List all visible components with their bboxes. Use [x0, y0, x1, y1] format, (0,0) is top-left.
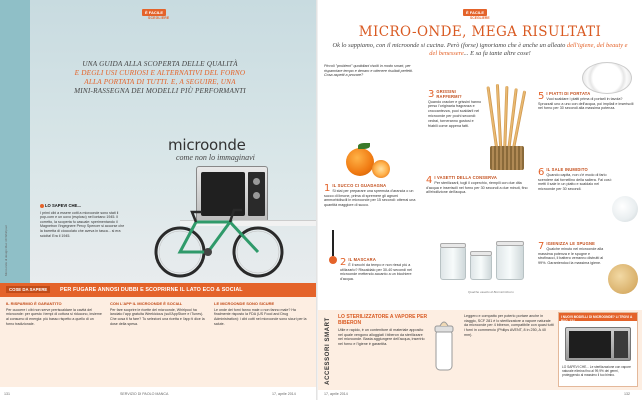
tip-title: I VASETTI DELLA CONSERVA: [434, 175, 498, 180]
jar-image: [496, 244, 524, 280]
smart-accessories-label: ACCESSORI SMART: [325, 317, 331, 385]
tip-item: [538, 242, 606, 266]
right-page: [318, 0, 642, 400]
intro-line: UNA GUIDA ALLA SCOPERTA DELLE QUALITÀ: [82, 60, 238, 68]
smart-text: Utile e rapido, è un contenitore di materiale apposito nel quale vengono alloggiati i biberon da sterilizzare nel microonde. Basta aggiungere dell'acqua, inserirlo nel forno e l'igiene è garantita.: [338, 328, 425, 347]
tip-text: Si stai per preparare una spremuta d'arancia o un succo di limone, prima di spremere gli agrumi ammorbidiscili in microonde per 15 secondi: otterrai una quantità maggiore di succo.: [324, 188, 416, 208]
fact-text: Per fare scoprire le ricette del microonde, Whirlpool ha lanciato l'app gratuita Weekicious (sull'AppStore e iTunes). Che cosa ti fa fare? Tu selezioni una ricetta e l'app ti dice la dose della spesa.: [110, 307, 205, 326]
did-you-know-text: I primi cibi a essere cotti a microonde sono stati il pop-corn e un uovo (esploso) nel lontano 1945. Il corretto, la scoperta fu casuale: sperimentando il Magnetron l'ingegnere Percy Spencer si accorse che la barretta di cioccolato che aveva in tasca... si era sciolta! Era il 1945.: [40, 210, 125, 238]
tip-number: 7: [538, 241, 545, 252]
tip-number: 3: [428, 89, 435, 100]
tip-item: [426, 176, 532, 195]
tip-text: Qualche minuto nel microonde alla massima potenza e le spugne e strofinacci, li battero verranno distrutti al 99%. Garantendoci la massima igiene.: [538, 246, 604, 266]
tip-title: IL SALE INUMIDITO: [546, 167, 588, 172]
section-label: COSE DA SAPERE: [6, 286, 50, 293]
new-models-box: [558, 312, 638, 387]
tip-text: È il secchi da tempo e non riesci più a utilizzarlo? Riscaldalo per 30-40 secondi nel microonde mettendo accanto a un bicchiere d'acqua.: [340, 262, 412, 282]
tip-number: 6: [538, 167, 545, 178]
mascara-image: [332, 230, 334, 256]
smart-text: Leggero e compatto per poterlo portare anche in viaggio, SCF 281 è lo sterilizzatore a vapore naturale da microonde per 4 biberon, compatibile con quasi tutti i forni in commercio (Philips AVENT, 8 in 250, A 40 mm).: [464, 314, 554, 337]
tip-number: 2: [340, 257, 347, 268]
sponge-image: [608, 264, 638, 294]
tip-text: Vuoi scaldare i piatti prima di portarli in tavola? Spruzzali uno a uno con dell'acqua, poi impilali e inseriscili nel forno per 30 secondi alla massima potenza.: [538, 96, 634, 111]
deck-highlight: dell'igiene, del beauty e del benessere: [429, 42, 628, 57]
article-intro: Piccoli "problemi" quotidiani risolti in modo smart, per risparmiare tempo e denaro e ottenere risultati perfetti. Cosa aspetti a provare?: [324, 64, 413, 78]
jar-image: [440, 246, 466, 280]
subheadline: come non lo immaginavi: [176, 153, 255, 162]
intro-text: [60, 60, 260, 96]
did-you-know-box: [40, 204, 126, 238]
deck-text: ... E sa fa tante altre cose!: [463, 50, 531, 57]
fact-title: IL RISPARMIO È GARANTITO: [6, 301, 62, 306]
page-footer: [0, 390, 318, 400]
photo-credit: Microonde di design Mac 30 Whirlpool: [4, 225, 8, 276]
fact-column: [6, 302, 102, 327]
tip-title: IL MASCARA: [348, 257, 376, 262]
tip-number: 5: [538, 91, 545, 102]
mascara-brush-image: [329, 256, 337, 264]
page-number: 131: [4, 392, 10, 396]
jar-image: [470, 254, 492, 280]
baby-bottle-icon: [430, 318, 458, 374]
tip-item: [340, 258, 422, 282]
tip-item: [428, 90, 482, 128]
footer-date: 17, aprile 2014: [272, 392, 296, 396]
oven-knob: [253, 178, 260, 185]
intro-line: E DEGLI USI CURIOSI E ALTERNATIVI DEL FORNO: [74, 69, 246, 77]
intro-line: ALLA PORTATA DI TUTTI. E, A SEGUIRE, UNA: [84, 78, 236, 86]
easy-badge-subtitle: SCEGLIERE: [470, 16, 490, 20]
article-deck: [332, 42, 628, 58]
did-you-know-title: LO SAPEVI CHE...: [45, 203, 81, 209]
tip-item: [324, 184, 416, 208]
basket-image: [490, 146, 524, 170]
tip-item: [538, 92, 636, 111]
left-page: [0, 0, 318, 400]
tip-title: IL SUCCO CI GUADAGNA: [332, 183, 387, 188]
tip-text: Quando cracker e grissini hanno perso l'originaria fragranza e croccantezza, puoi scaldarli nel microonde per pochi secondi: vedrai, torneranno gustosi e friabili come appena fatti.: [428, 99, 482, 128]
plate-image: [582, 62, 632, 94]
orange-half-image: [372, 160, 390, 178]
tip-number: 1: [324, 183, 331, 194]
section-title: PER FUGARE ANNOSI DUBBI E SCOPRIRNE IL LATO ECO & SOCIAL: [60, 287, 243, 293]
fact-column: [110, 302, 206, 327]
microwave-image: [565, 327, 631, 361]
tip-number: 4: [426, 175, 433, 186]
new-models-note: LO SAPEVI CHE... Le sterilizzazione con vapore naturale elimina fino al 99,9% dei germi, proteggendo al massimo il tuo bimbo.: [562, 365, 631, 377]
image-caption: Qualche vasetto di Bormioli Rocco: [468, 290, 514, 294]
fact-text: Per cuocere i cibi non serve preriscaldare la cavità del microonde: per questo i tempi di cottura si riducono, insieme al consumo di energia: più basso rispetto a quello di un forno tradizionale.: [6, 307, 102, 326]
bicycle-image: [150, 196, 290, 280]
info-icon: [40, 204, 44, 208]
new-models-header: I NUOVI MODELLI DI MICROONDE? LI TROVI A PAG. 134: [559, 313, 637, 321]
fact-text: Le onde dei forni fanno male o non fanno male? Ha finalmente risposto la FDA (US Food and Drug Administration): i cibi cotti nel microonde sono sicuri per la salute.: [214, 307, 307, 326]
fact-title: CON L'APP IL MICROONDE È SOCIAL: [110, 301, 183, 306]
footer-credit: SERVIZIO DI PAOLO MANCA: [120, 392, 169, 396]
tip-title: IGIENIZZA LE SPUGNE: [546, 241, 596, 246]
tip-item: [538, 168, 612, 192]
headline: microonde: [168, 136, 246, 154]
leaf-image: [358, 143, 370, 149]
smart-heading: LO STERILIZZATORE A VAPORE PER BIBERON: [338, 314, 428, 326]
tip-text: Per sterilizzarli, togli il coperchio, riempili con due dita d'acqua e inseriscili nel forno per 30 secondi a due minuti, fino all'ebollizione dell'acqua.: [426, 180, 528, 195]
tip-title: GRISSINI RAFFERMI?: [436, 89, 462, 99]
page-number: 132: [624, 392, 630, 396]
fact-column: [214, 302, 310, 327]
fact-title: LE MICROONDE SONO SICURE: [214, 301, 275, 306]
article-title: MICRO-ONDE, MEGA RISULTATI: [358, 24, 602, 40]
easy-badge: È FACILE: [142, 9, 166, 16]
footer-date: 17, aprile 2014: [324, 392, 348, 396]
tip-title: I PIATTI DI PORTATA: [546, 91, 591, 96]
salt-image: [612, 196, 638, 222]
page-footer: [318, 390, 642, 400]
deck-text: Ok lo sappiamo, con il microonde si cucina. Però (forse) ignoriamo che è anche un alleato: [332, 42, 567, 49]
easy-badge: È FACILE: [463, 9, 487, 16]
intro-line: MINI-RASSEGNA DEI MODELLI PIÙ PERFORMANTI: [74, 87, 246, 95]
easy-badge-subtitle: SCEGLIERE: [148, 16, 170, 20]
orange-image: [346, 148, 374, 176]
tip-text: Quando capita, non c'è modo di farlo scendere dal fornellino della saliera. Fai così: metti il sale in un piatto e scaldalo nel microonde per 30 secondi.: [538, 172, 612, 192]
